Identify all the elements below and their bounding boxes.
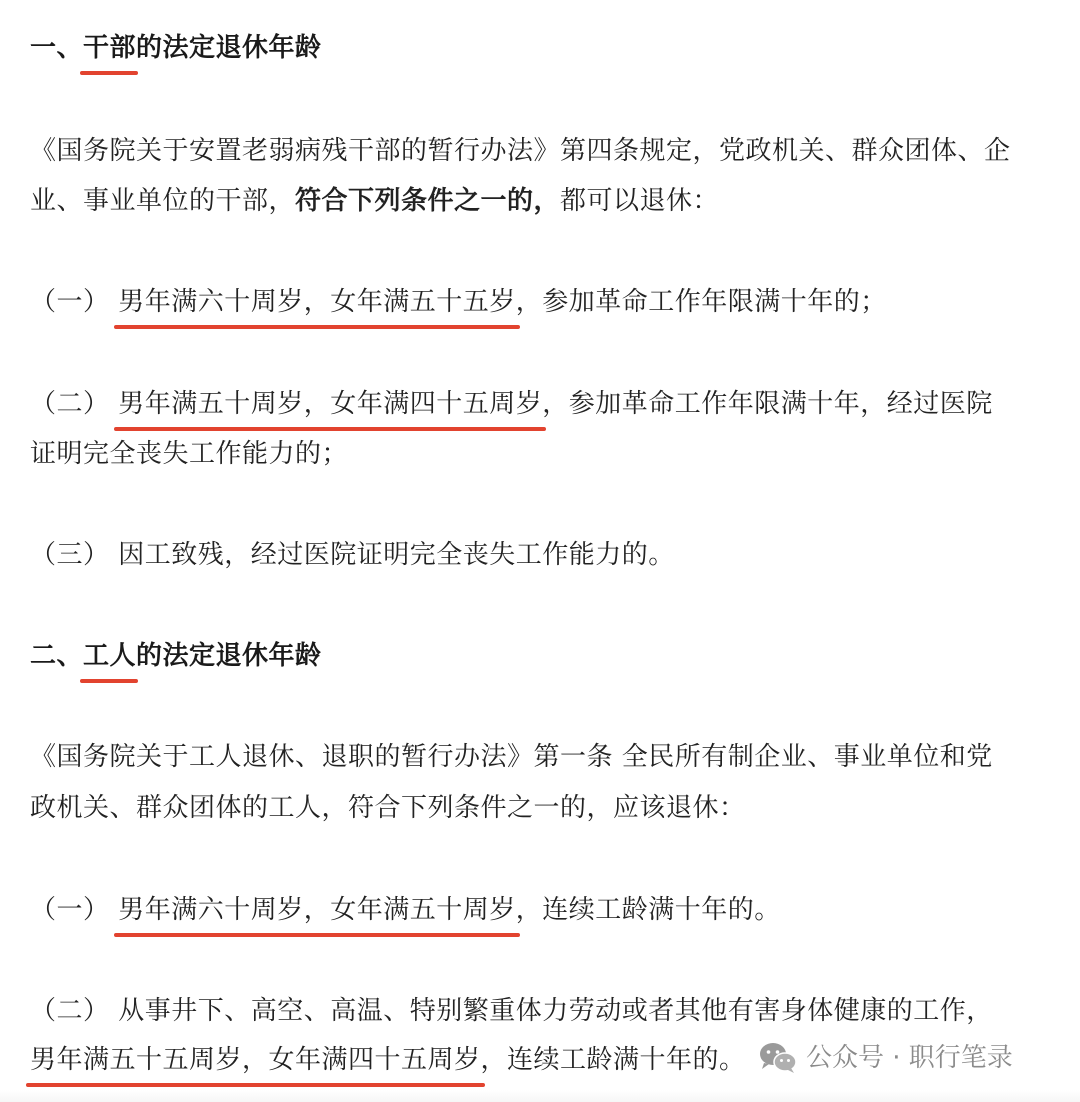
section2-item2-line1: （二） 从事井下、高空、高温、特别繁重体力劳动或者其他有害身体健康的工作，: [30, 996, 993, 1026]
section1-intro-line2: [30, 183, 719, 219]
section2-intro-line1: 《国务院关于工人退休、退职的暂行办法》第一条 全民所有制企业、事业单位和党: [30, 742, 993, 772]
item-label: （二）: [30, 389, 110, 419]
item-rest: ，参加革命工作年限满十年的；: [515, 287, 887, 317]
watermark-text: 公众号 · 职行笔录: [806, 1043, 1013, 1073]
bottom-fade: [0, 1090, 1080, 1102]
item-label: （一）: [30, 895, 110, 925]
section1-heading: [30, 30, 322, 66]
section1-intro-bold: 符合下列条件之一的，: [295, 186, 561, 216]
item-label: （一）: [30, 287, 110, 317]
section2-heading: [30, 638, 322, 674]
section1-item2: [30, 386, 993, 422]
section1-intro-line1: 《国务院关于安置老弱病残干部的暂行办法》第四条规定，党政机关、群众团体、企: [30, 136, 1011, 166]
underlined-age-text: 男年满六十周岁，女年满五十周岁: [118, 892, 516, 928]
item-rest: ，参加革命工作年限满十年，经过医院: [542, 389, 993, 419]
section1-intro-text: 业、事业单位的干部，: [30, 186, 296, 216]
underlined-age-text: 男年满六十周岁，女年满五十五岁: [118, 284, 516, 320]
section1-item3: （三） 因工致残，经过医院证明完全丧失工作能力的。: [30, 540, 675, 570]
section1-heading-prefix: 一、: [30, 33, 84, 63]
section2-intro-line2: 政机关、群众团体的工人，符合下列条件之一的，应该退休：: [30, 793, 746, 823]
section2-heading-rest: 的法定退休年龄: [136, 641, 322, 671]
underlined-age-text: 男年满五十周岁，女年满四十五周岁: [118, 386, 542, 422]
section2-item1: [30, 892, 781, 928]
item-rest: ，连续工龄满十年的。: [480, 1045, 746, 1075]
item-rest: ，连续工龄满十年的。: [515, 895, 781, 925]
underlined-age-text: 男年满五十五周岁，女年满四十五周岁: [30, 1042, 481, 1078]
section1-heading-key: 干部: [83, 30, 136, 66]
wechat-icon: [758, 1041, 798, 1075]
section1-intro-end: 都可以退休：: [560, 186, 720, 216]
section2-item2-line2: [30, 1042, 746, 1078]
section1-heading-rest: 的法定退休年龄: [136, 33, 322, 63]
section2-heading-key: 工人: [83, 638, 136, 674]
section1-item2-line2: 证明完全丧失工作能力的；: [30, 439, 349, 469]
section1-item1: [30, 284, 887, 320]
watermark: [758, 1040, 1013, 1076]
section2-heading-prefix: 二、: [30, 641, 84, 671]
